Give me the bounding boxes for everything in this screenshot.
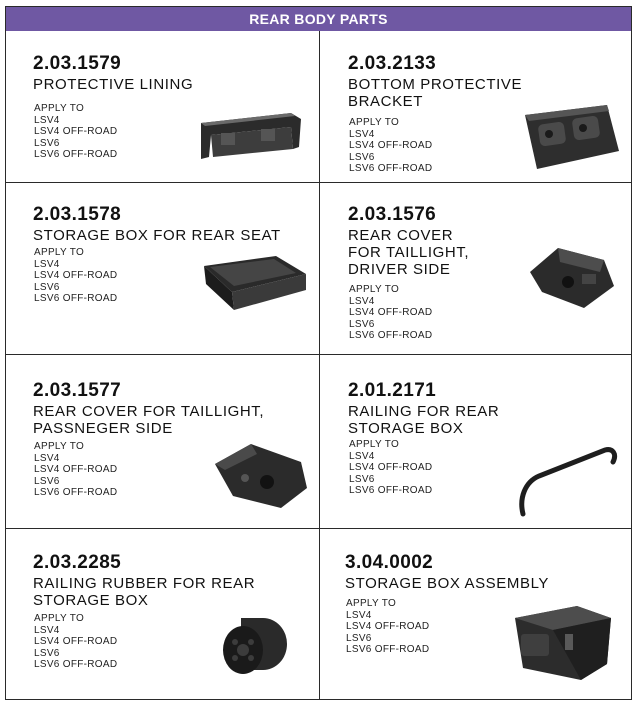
- apply-label: APPLY TO: [34, 441, 85, 452]
- railing-bar-image: [509, 442, 624, 522]
- part-card: [319, 182, 633, 354]
- part-number: 2.03.2285: [33, 552, 122, 573]
- apply-label: APPLY TO: [34, 613, 85, 624]
- part-card: [319, 528, 633, 701]
- part-number: 2.03.1579: [33, 53, 122, 74]
- part-card: [6, 31, 319, 182]
- model-item: LSV6 OFF-ROAD: [34, 659, 118, 670]
- part-number: 3.04.0002: [345, 552, 434, 573]
- apply-label: APPLY TO: [349, 117, 400, 128]
- applicability: [34, 247, 117, 305]
- part-card: [6, 528, 319, 701]
- model-item: LSV6 OFF-ROAD: [34, 149, 118, 160]
- model-item: LSV6: [34, 137, 60, 149]
- model-item: LSV4 OFF-ROAD: [34, 270, 118, 281]
- model-item: LSV6 OFF-ROAD: [349, 330, 433, 341]
- bottom-bracket-image: [519, 101, 624, 173]
- storage-box-tray-image: [196, 252, 311, 314]
- apply-label: APPLY TO: [349, 439, 400, 450]
- part-number: 2.03.1578: [33, 204, 122, 225]
- model-item: LSV6: [349, 473, 375, 485]
- model-item: LSV4 OFF-ROAD: [349, 307, 433, 318]
- model-item: LSV4 OFF-ROAD: [34, 636, 118, 647]
- rubber-bushing-image: [221, 614, 291, 680]
- apply-label: APPLY TO: [34, 247, 85, 258]
- model-item: LSV6 OFF-ROAD: [346, 644, 430, 655]
- part-card: [319, 354, 633, 528]
- apply-label: APPLY TO: [349, 284, 400, 295]
- model-item: LSV6: [34, 475, 60, 487]
- part-title: RAILING FOR REAR STORAGE BOX: [348, 403, 500, 437]
- model-item: LSV6 OFF-ROAD: [34, 293, 118, 304]
- model-item: LSV4: [34, 258, 60, 270]
- part-title: PROTECTIVE LINING: [33, 76, 194, 93]
- model-item: LSV4 OFF-ROAD: [34, 126, 118, 137]
- parts-catalog-page: [5, 6, 632, 700]
- model-item: LSV4 OFF-ROAD: [346, 621, 430, 632]
- part-number: 2.01.2171: [348, 380, 437, 401]
- applicability: [34, 103, 117, 161]
- model-item: LSV6 OFF-ROAD: [349, 485, 433, 496]
- apply-label: APPLY TO: [34, 103, 85, 114]
- model-item: LSV4 OFF-ROAD: [34, 464, 118, 475]
- model-item: LSV4 OFF-ROAD: [349, 140, 433, 151]
- part-card: [319, 31, 633, 182]
- part-title: STORAGE BOX ASSEMBLY: [345, 575, 550, 592]
- model-item: LSV6: [346, 632, 372, 644]
- part-number: 2.03.1577: [33, 380, 122, 401]
- section-header: REAR BODY PARTS: [6, 7, 631, 31]
- part-title: REAR COVER FOR TAILLIGHT, PASSNEGER SIDE: [33, 403, 265, 437]
- apply-label: APPLY TO: [346, 598, 397, 609]
- model-item: LSV6 OFF-ROAD: [349, 163, 433, 174]
- model-item: LSV6: [349, 151, 375, 163]
- part-title: REAR COVER FOR TAILLIGHT, DRIVER SIDE: [348, 227, 470, 278]
- model-item: LSV4: [34, 114, 60, 126]
- model-item: LSV6: [34, 281, 60, 293]
- taillight-cover-driver-image: [524, 242, 619, 312]
- model-item: LSV6: [34, 647, 60, 659]
- taillight-cover-passenger-image: [211, 438, 311, 512]
- applicability: [34, 613, 117, 671]
- applicability: [349, 117, 432, 175]
- part-number: 2.03.2133: [348, 53, 437, 74]
- model-item: LSV4: [349, 450, 375, 462]
- model-item: LSV4: [349, 295, 375, 307]
- model-item: LSV4: [349, 128, 375, 140]
- part-number: 2.03.1576: [348, 204, 437, 225]
- model-item: LSV4: [34, 624, 60, 636]
- model-item: LSV4: [34, 452, 60, 464]
- applicability: [349, 284, 432, 342]
- applicability: [346, 598, 429, 656]
- part-title: BOTTOM PROTECTIVE BRACKET: [348, 76, 523, 110]
- applicability: [34, 441, 117, 499]
- part-title: STORAGE BOX FOR REAR SEAT: [33, 227, 281, 244]
- protective-lining-image: [191, 105, 306, 163]
- model-item: LSV6 OFF-ROAD: [34, 487, 118, 498]
- model-item: LSV4: [346, 609, 372, 621]
- model-item: LSV6: [349, 318, 375, 330]
- part-title: RAILING RUBBER FOR REAR STORAGE BOX: [33, 575, 256, 609]
- part-card: [6, 354, 319, 528]
- model-item: LSV4 OFF-ROAD: [349, 462, 433, 473]
- storage-box-assembly-image: [507, 600, 617, 682]
- part-card: [6, 182, 319, 354]
- applicability: [349, 439, 432, 497]
